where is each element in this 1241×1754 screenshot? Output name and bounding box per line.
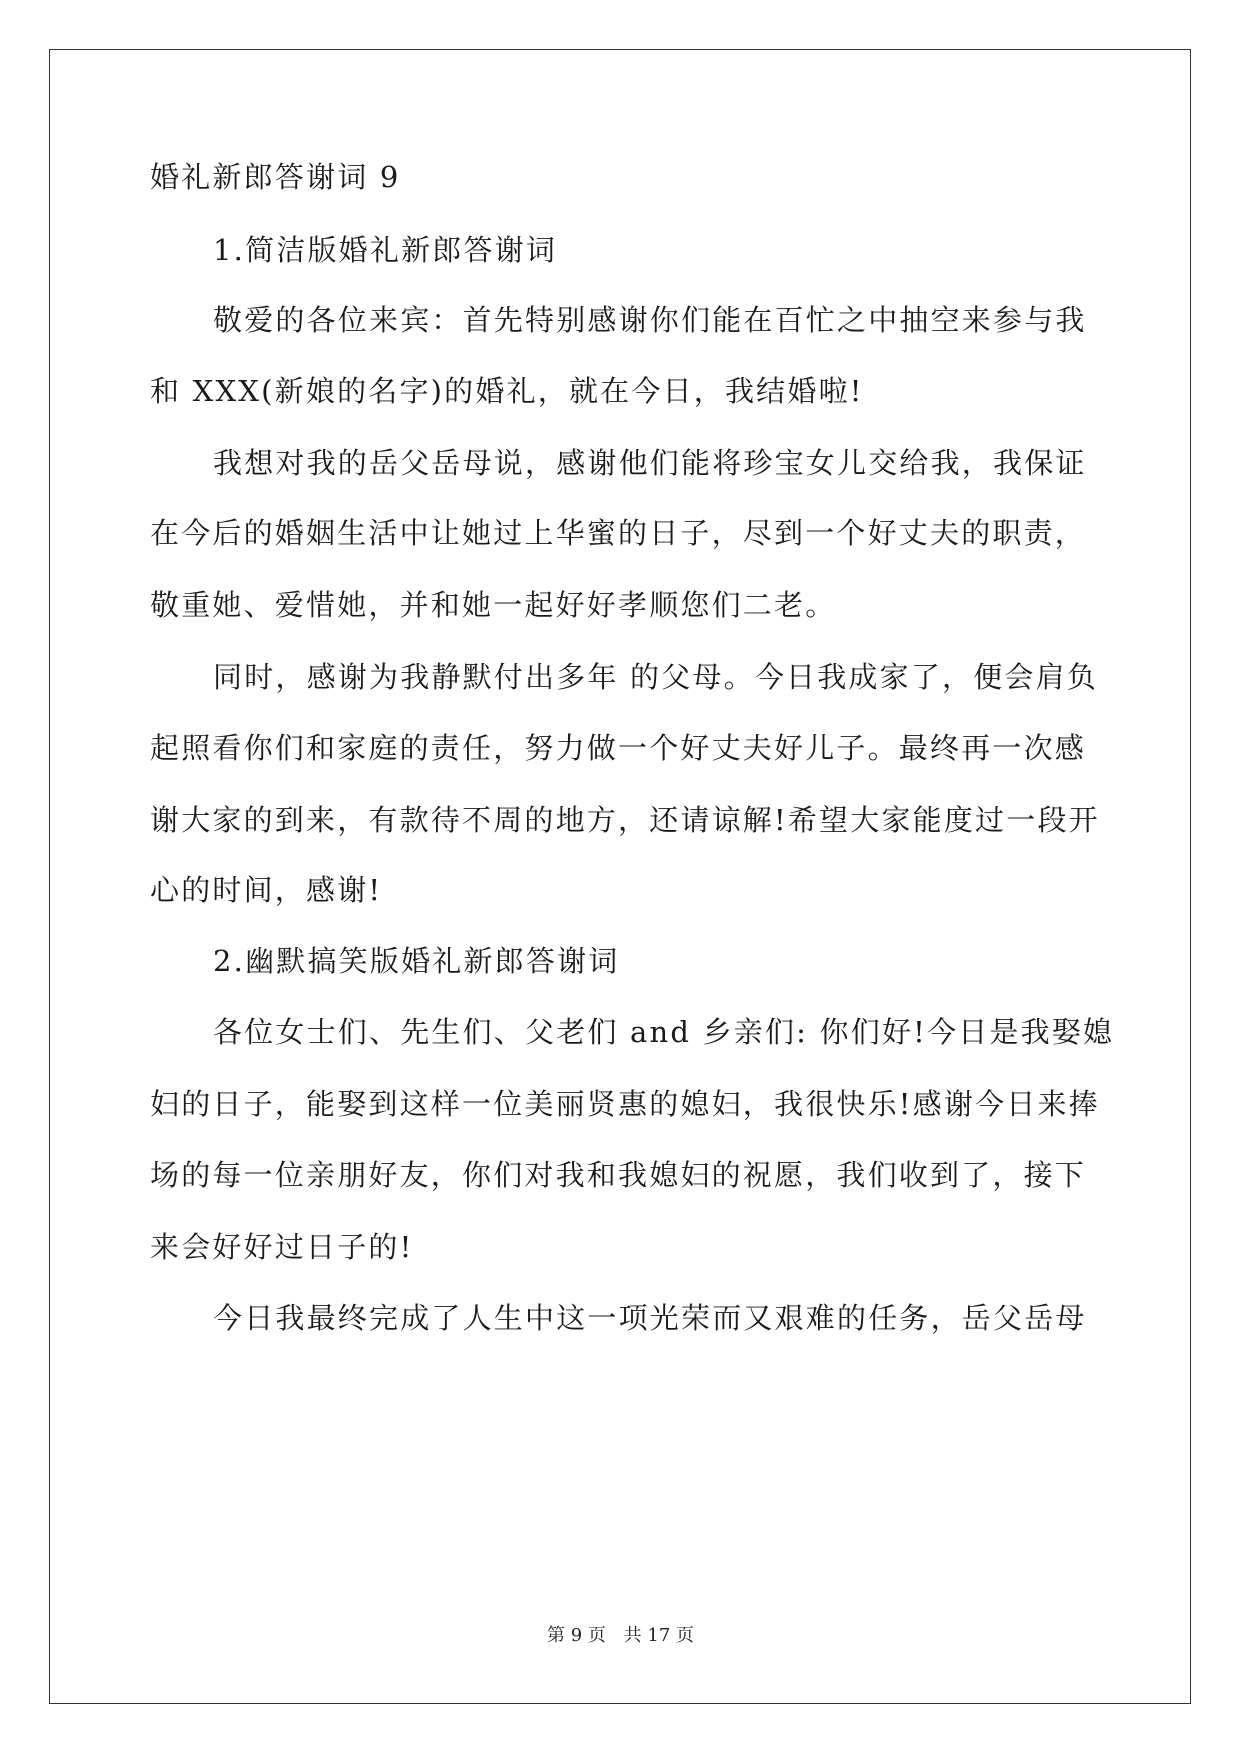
paragraph-line: 和 XXX(新娘的名字)的婚礼，就在今日，我结婚啦!	[150, 374, 864, 408]
paragraph-line: 今日我最终完成了人生中这一项光荣而又艰难的任务，岳父岳母	[213, 1301, 1087, 1335]
page-number: 第 9 页	[547, 1625, 606, 1646]
paragraph-line: 在今后的婚姻生活中让她过上华蜜的日子，尽到一个好丈夫的职责，	[150, 516, 1087, 550]
paragraph-line: 场的每一位亲朋好友，你们对我和我媳妇的祝愿，我们收到了，接下	[150, 1158, 1087, 1192]
page-total: 共 17 页	[623, 1625, 694, 1646]
section-heading-1: 1.简洁版婚礼新郎答谢词	[213, 233, 558, 267]
paragraph-line: 同时，感谢为我静默付出多年 的父母。今日我成家了，便会肩负	[213, 660, 1099, 694]
document-title: 婚礼新郎答谢词 9	[150, 160, 401, 194]
paragraph-line: 各位女士们、先生们、父老们 and 乡亲们: 你们好!今日是我娶媳	[213, 1015, 1115, 1049]
paragraph-line: 妇的日子，能娶到这样一位美丽贤惠的媳妇，我很快乐!感谢今日来捧	[150, 1087, 1100, 1121]
paragraph-line: 心的时间，感谢!	[150, 873, 383, 907]
paragraph-line: 敬重她、爱惜她，并和她一起好好孝顺您们二老。	[150, 588, 837, 622]
paragraph-line: 起照看你们和家庭的责任，努力做一个好丈夫好儿子。最终再一次感	[150, 731, 1087, 765]
paragraph-line: 敬爱的各位来宾：首先特别感谢你们能在百忙之中抽空来参与我	[213, 303, 1087, 337]
paragraph-line: 谢大家的到来，有款待不周的地方，还请谅解!希望大家能度过一段开	[150, 803, 1100, 837]
paragraph-line: 来会好好过日子的!	[150, 1230, 414, 1264]
page-footer	[0, 1624, 1241, 1648]
paragraph-line: 我想对我的岳父岳母说，感谢他们能将珍宝女儿交给我，我保证	[213, 446, 1087, 480]
section-heading-2: 2.幽默搞笑版婚礼新郎答谢词	[213, 944, 620, 978]
